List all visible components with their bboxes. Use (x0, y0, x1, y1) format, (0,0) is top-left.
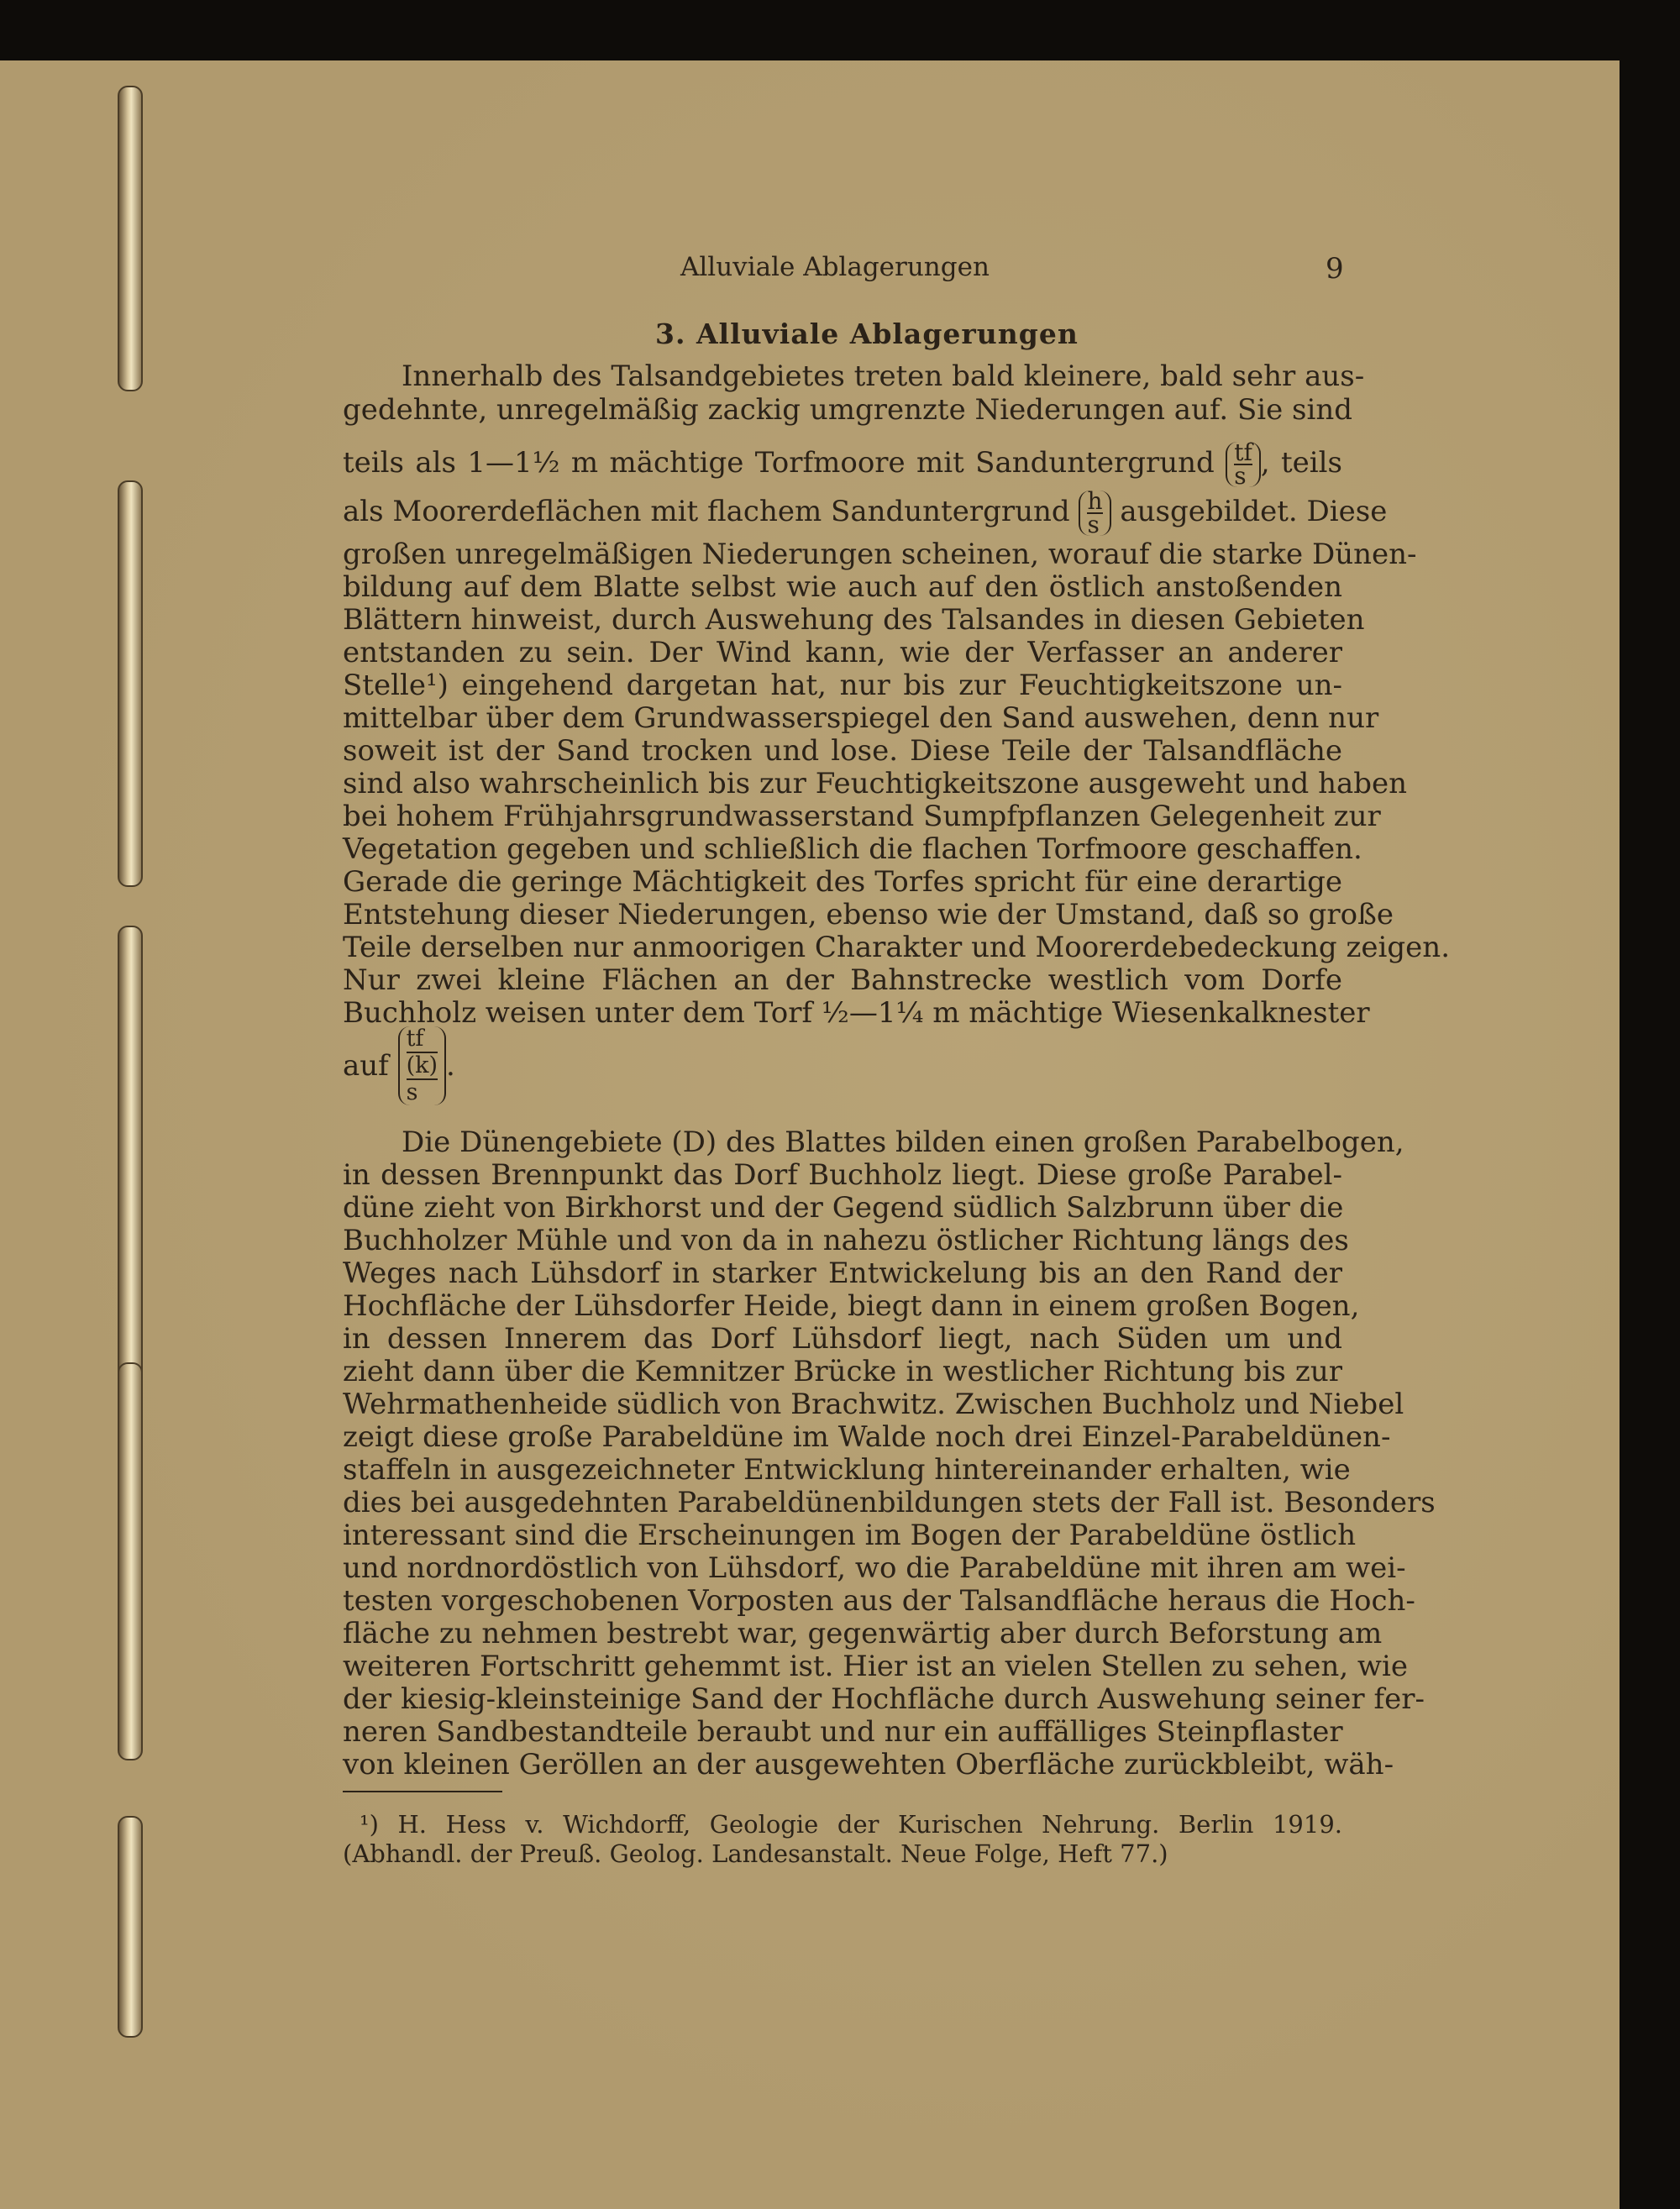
binding-thread (118, 86, 143, 391)
text-line: fläche zu nehmen bestrebt war, gegenwärtig aber durch Beforstung am (343, 1617, 1383, 1650)
text-line: staffeln in ausgezeichneter Entwicklung hintereinander erhalten, wie (343, 1453, 1351, 1487)
text-line: Innerhalb des Talsandgebietes treten bald kleinere, bald sehr aus- (402, 359, 1365, 393)
text-line: großen unregelmäßigen Niederungen scheinen, worauf die starke Dünen- (343, 538, 1417, 571)
text-line: in dessen Brennpunkt das Dorf Buchholz liegt. Diese große Parabel- (343, 1158, 1342, 1192)
text-line: Die Dünengebiete (D) des Blattes bilden einen großen Parabelbogen, (402, 1125, 1404, 1159)
text-line: sind also wahrscheinlich bis zur Feuchtigkeitszone ausgeweht und haben (343, 767, 1408, 800)
text-segment: als Moorerdeflächen mit flachem Sanduntergrund (343, 495, 1070, 528)
binding-thread (118, 1816, 143, 2038)
text-line: Hochfläche der Lühsdorfer Heide, biegt dann in einem großen Bogen, (343, 1289, 1360, 1323)
text-line: Weges nach Lühsdorf in starker Entwickelung bis an den Rand der (343, 1257, 1342, 1290)
text-line: Stelle¹) eingehend dargetan hat, nur bis zur Feuchtigkeitszone un- (343, 669, 1342, 702)
text-segment: , teils (1260, 446, 1342, 480)
text-line: testen vorgeschobenen Vorposten aus der Talsandfläche heraus die Hoch- (343, 1584, 1415, 1618)
text-line: von kleinen Geröllen an der ausgewehten Oberfläche zurückbleibt, wäh- (343, 1748, 1394, 1781)
text-line: Gerade die geringe Mächtigkeit des Torfes spricht für eine derartige (343, 865, 1342, 899)
section-heading: 3. Alluviale Ablagerungen (655, 317, 1079, 350)
text-line: soweit ist der Sand trocken und lose. Diese Teile der Talsandfläche (343, 734, 1342, 768)
text-line: düne zieht von Birkhorst und der Gegend südlich Salzbrunn über die (343, 1191, 1344, 1225)
text-line: Teile derselben nur anmoorigen Charakter und Moorerdebedeckung zeigen. (343, 931, 1450, 964)
text-line: mittelbar über dem Grundwasserspiegel den Sand auswehen, denn nur (343, 701, 1379, 735)
text-line: Buchholz weisen unter dem Torf ½—1¼ m mächtige Wiesenkalknester (343, 996, 1370, 1030)
text-line: Entstehung dieser Niederungen, ebenso wie der Umstand, daß so große (343, 898, 1394, 931)
formula-tf-k-s: tf (k) s (398, 1026, 446, 1105)
text-line-with-formula (343, 487, 1388, 538)
text-line: Nur zwei kleine Flächen an der Bahnstrecke westlich vom Dorfe (343, 963, 1342, 997)
text-line: neren Sandbestandteile beraubt und nur ein auffälliges Steinpflaster (343, 1715, 1343, 1749)
formula-tf-s: $\frac{tf}{s}$ (1226, 442, 1261, 487)
formula-h-s: $\frac{h}{s}$ (1079, 491, 1110, 536)
text-line: entstanden zu sein. Der Wind kann, wie der Verfasser an anderer (343, 636, 1342, 669)
text-line: der kiesig-kleinsteinige Sand der Hochfläche durch Auswehung seiner fer- (343, 1682, 1425, 1716)
text-line: Wehrmathenheide südlich von Brachwitz. Zwischen Buchholz und Niebel (343, 1388, 1404, 1421)
text-segment: auf (343, 1049, 389, 1083)
text-line: dies bei ausgedehnten Parabeldünenbildungen stets der Fall ist. Besonders (343, 1486, 1436, 1519)
binding-thread (118, 926, 143, 1399)
text-line: Buchholzer Mühle und von da in nahezu östlicher Richtung längs des (343, 1224, 1349, 1257)
footnote-line: (Abhandl. der Preuß. Geolog. Landesanstalt. Neue Folge, Heft 77.) (343, 1839, 1168, 1868)
text-line: bildung auf dem Blatte selbst wie auch auf den östlich anstoßenden (343, 570, 1342, 604)
text-line: zieht dann über die Kemnitzer Brücke in westlicher Richtung bis zur (343, 1355, 1342, 1388)
page-edge-shadow (1620, 0, 1680, 2209)
text-line: weiteren Fortschritt gehemmt ist. Hier ist an vielen Stellen zu sehen, wie (343, 1650, 1409, 1683)
text-line-with-formula: auf tf (k) s . (343, 1026, 455, 1105)
text-line: gedehnte, unregelmäßig zackig umgrenzte Niederungen auf. Sie sind (343, 393, 1353, 427)
page-number: 9 (1326, 252, 1344, 286)
text-line: zeigt diese große Parabeldüne im Walde noch drei Einzel-Parabeldünen- (343, 1420, 1391, 1454)
text-line: Vegetation gegeben und schließlich die flachen Torfmoore geschaffen. (343, 832, 1362, 866)
text-line-with-formula (343, 438, 1342, 490)
text-segment: ausgebildet. Diese (1120, 495, 1388, 528)
text-line: und nordnordöstlich von Lühsdorf, wo die Parabeldüne mit ihren am wei- (343, 1551, 1406, 1585)
text-line: Blättern hinweist, durch Auswehung des Talsandes in diesen Gebieten (343, 603, 1365, 637)
footnote-line: ¹) H. Hess v. Wichdorff, Geologie der Kurischen Nehrung. Berlin 1919. (360, 1810, 1342, 1839)
binding-thread (118, 480, 143, 887)
text-segment: teils als 1—1½ m mächtige Torfmoore mit Sanduntergrund (343, 446, 1215, 480)
footnote-rule (343, 1791, 502, 1792)
binding-thread (118, 1362, 143, 1760)
running-header: Alluviale Ablagerungen (680, 252, 990, 282)
text-line: bei hohem Frühjahrsgrundwasserstand Sumpfpflanzen Gelegenheit zur (343, 800, 1381, 833)
text-line: in dessen Innerem das Dorf Lühsdorf liegt, nach Süden um und (343, 1322, 1342, 1356)
text-line: interessant sind die Erscheinungen im Bogen der Parabeldüne östlich (343, 1519, 1357, 1552)
